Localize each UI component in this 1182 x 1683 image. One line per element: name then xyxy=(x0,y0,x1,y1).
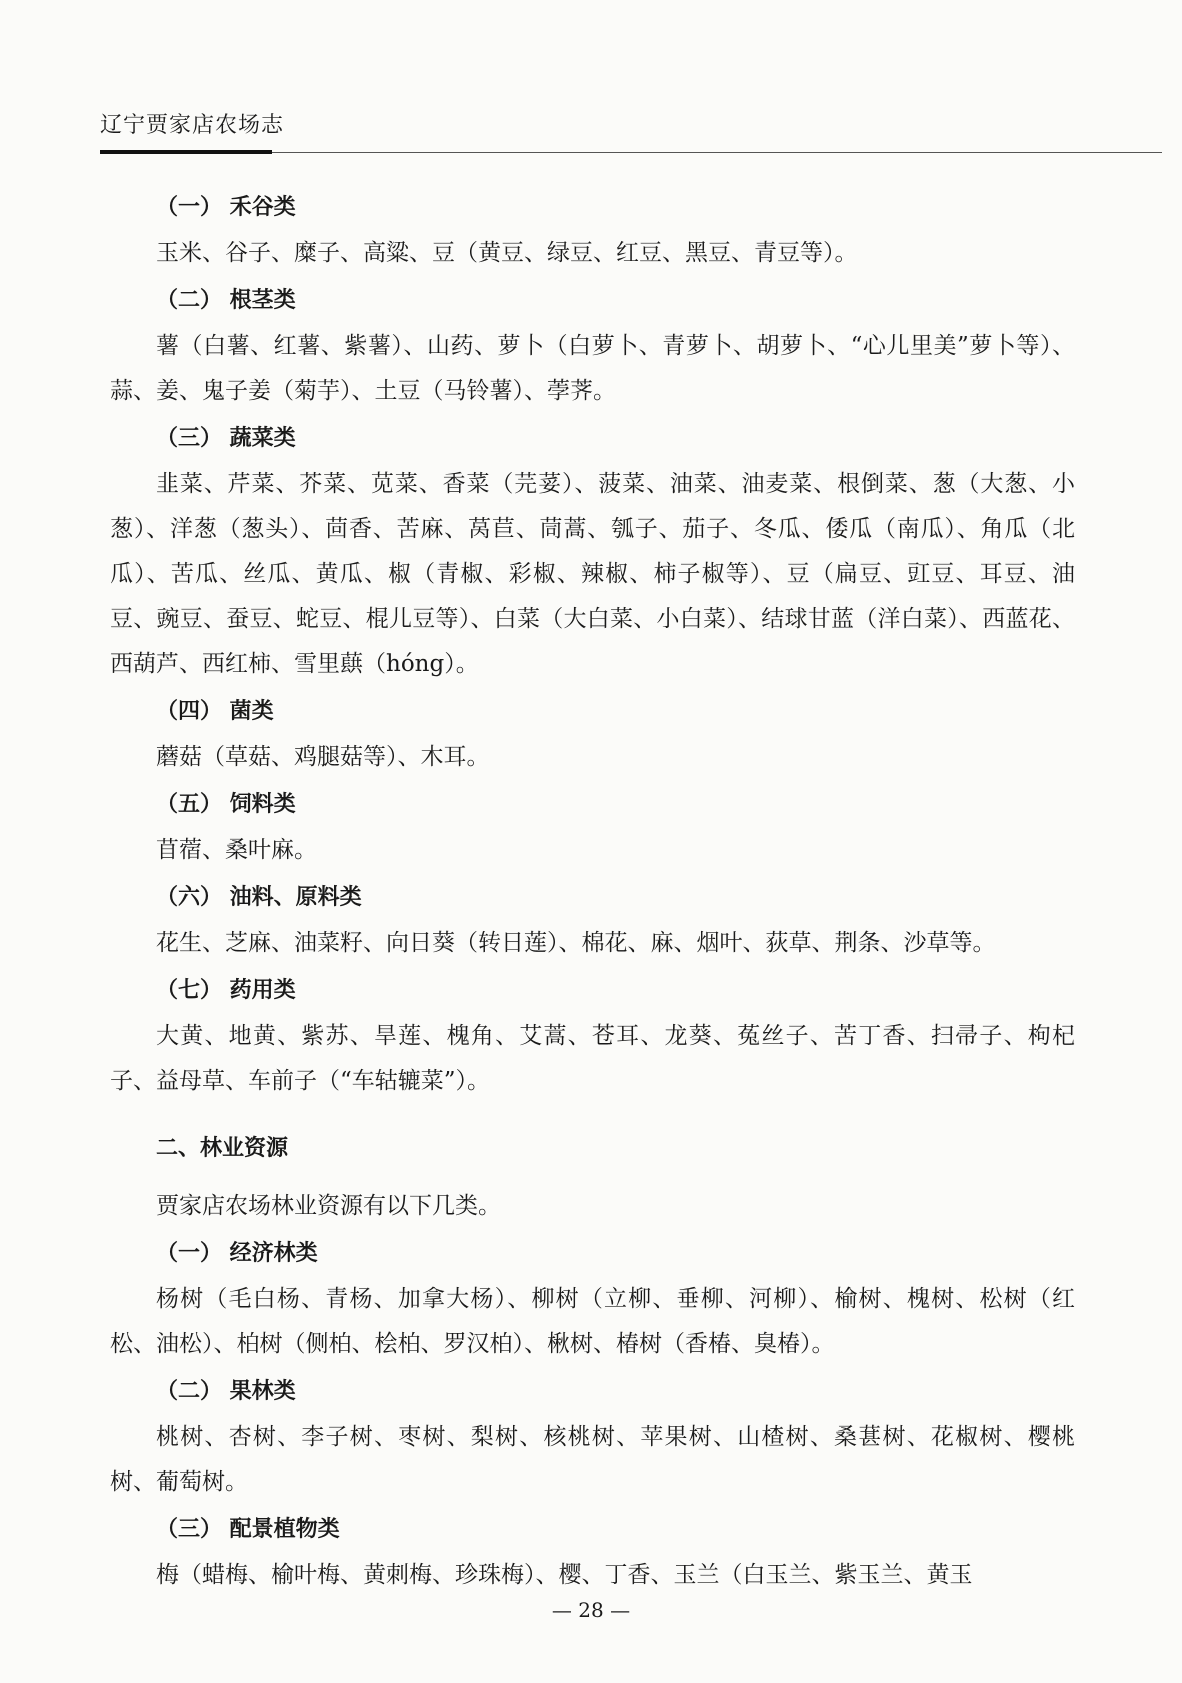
crop-category xyxy=(110,875,1075,966)
forest-category xyxy=(110,1507,1075,1598)
paragraph: 蘑菇（草菇、鸡腿菇等）、木耳。 xyxy=(156,744,490,770)
subheading: （四） 菌类 xyxy=(156,699,274,724)
section-heading: 二、林业资源 xyxy=(156,1136,289,1161)
forest-category xyxy=(110,1231,1075,1367)
crop-category xyxy=(110,416,1075,687)
paragraph: 玉米、谷子、糜子、高粱、豆（黄豆、绿豆、红豆、黑豆、青豆等）。 xyxy=(156,240,858,266)
subheading: （二） 果林类 xyxy=(156,1379,296,1404)
subheading: （三） 配景植物类 xyxy=(156,1517,340,1542)
page-number: — 28 — xyxy=(551,1598,631,1622)
subheading: （一） 经济林类 xyxy=(156,1241,318,1266)
paragraph: 桃树、杏树、李子树、枣树、梨树、核桃树、苹果树、山楂树、桑葚树、花椒树、樱桃树、葡萄树。 xyxy=(110,1424,1075,1495)
crop-category xyxy=(110,968,1075,1104)
paragraph: 韭菜、芹菜、芥菜、苋菜、香菜（芫荽）、菠菜、油菜、油麦菜、根倒菜、葱（大葱、小葱）、洋葱（葱头）、茴香、苦麻、莴苣、茼蒿、瓠子、茄子、冬瓜、倭瓜（南瓜）、角瓜（北瓜）、苦瓜、丝瓜、黄瓜、椒（青椒、彩椒、辣椒、柿子椒等）、豆（扁豆、豇豆、耳豆、油豆、豌豆、蚕豆、蛇豆、棍儿豆等）、白菜（大白菜、小白菜）、结球甘蓝（洋白菜）、西蓝花、西葫芦、西红柿、雪里蕻（hóng）。 xyxy=(110,471,1075,677)
subheading: （二） 根茎类 xyxy=(156,288,296,313)
paragraph: 花生、芝麻、油菜籽、向日葵（转日莲）、棉花、麻、烟叶、荻草、荆条、沙草等。 xyxy=(156,930,996,956)
paragraph: 梅（蜡梅、榆叶梅、黄刺梅、珍珠梅）、樱、丁香、玉兰（白玉兰、紫玉兰、黄玉 xyxy=(156,1562,973,1588)
subheading: （六） 油料、原料类 xyxy=(156,885,362,910)
crop-category xyxy=(110,782,1075,873)
subheading: （一） 禾谷类 xyxy=(156,195,296,220)
crop-category xyxy=(110,185,1075,276)
paragraph: 杨树（毛白杨、青杨、加拿大杨）、柳树（立柳、垂柳、河柳）、榆树、槐树、松树（红松、油松）、柏树（侧柏、桧柏、罗汉柏）、楸树、椿树（香椿、臭椿）。 xyxy=(110,1286,1075,1357)
crop-category xyxy=(110,689,1075,780)
paragraph: 苜蓿、桑叶麻。 xyxy=(156,837,317,863)
section-intro: 贾家店农场林业资源有以下几类。 xyxy=(156,1193,501,1219)
forest-category xyxy=(110,1369,1075,1505)
page-body xyxy=(110,185,1075,1600)
running-header: 辽宁贾家店农场志 xyxy=(100,113,285,138)
subheading: （七） 药用类 xyxy=(156,978,296,1003)
subheading: （五） 饲料类 xyxy=(156,792,296,817)
header-rule-thin xyxy=(272,152,1162,153)
paragraph: 大黄、地黄、紫苏、旱莲、槐角、艾蒿、苍耳、龙葵、菟丝子、苦丁香、扫帚子、枸杞子、益母草、车前子（“车轱辘菜”）。 xyxy=(110,1023,1075,1094)
subheading: （三） 蔬菜类 xyxy=(156,426,296,451)
header-rule-thick xyxy=(100,150,272,154)
paragraph: 薯（白薯、红薯、紫薯）、山药、萝卜（白萝卜、青萝卜、胡萝卜、“心儿里美”萝卜等）、蒜、姜、鬼子姜（菊芋）、土豆（马铃薯）、荸荠。 xyxy=(110,333,1075,404)
crop-category xyxy=(110,278,1075,414)
